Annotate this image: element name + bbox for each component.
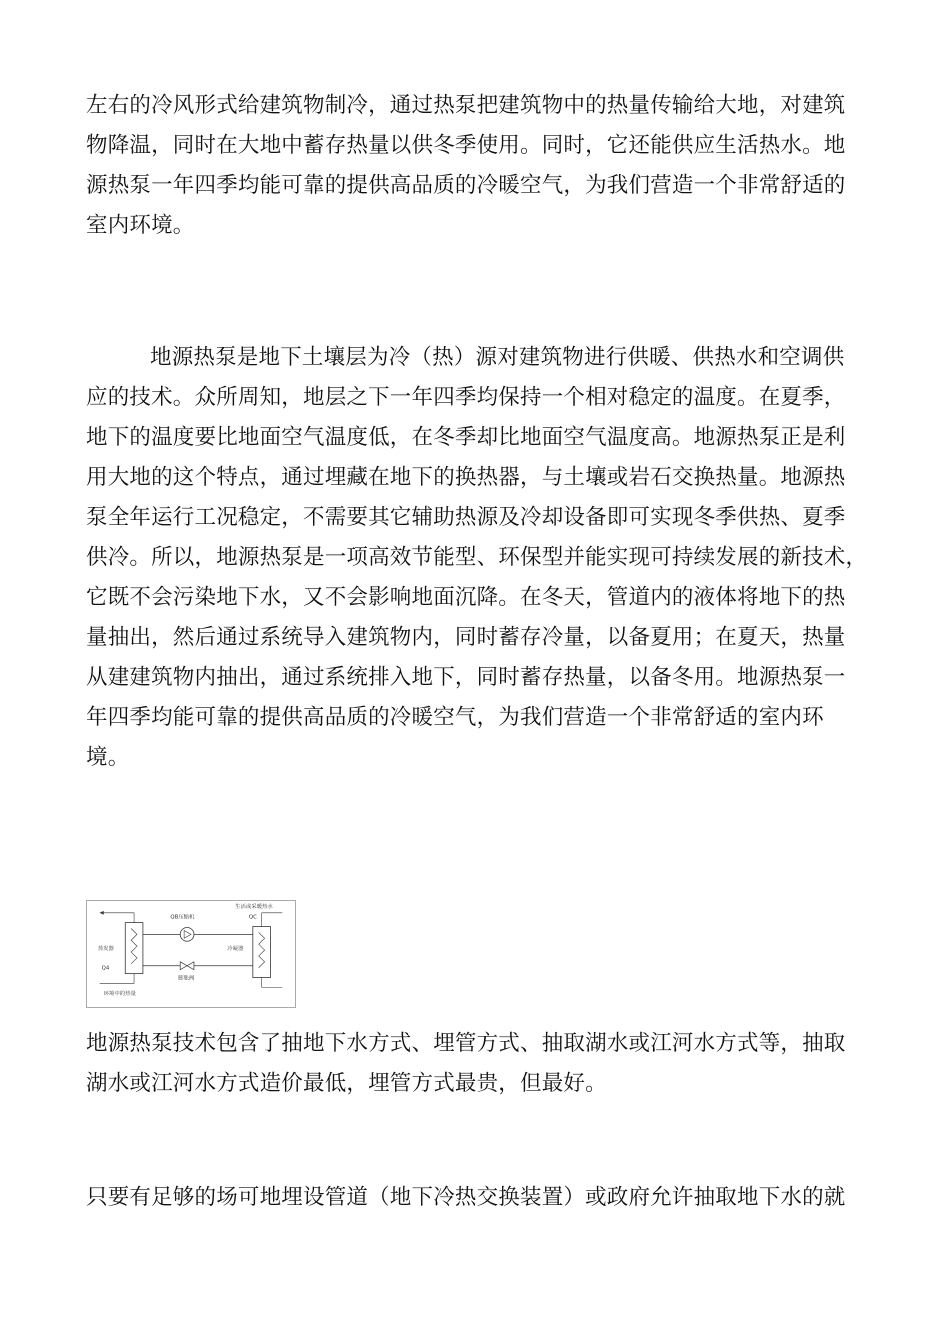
evaporator-q-label: Q4 (101, 965, 110, 972)
compressor-icon (180, 928, 194, 942)
text-line: 它既不会污染地下水，又不会影响地面沉降。在冬天，管道内的液体将地下的热 (86, 585, 846, 610)
expansion-valve-label: 膨胀阀 (178, 975, 195, 982)
evaporator-label: 蒸发器 (97, 946, 114, 953)
text-line: 湖水或江河水方式造价最低，埋管方式最贵，但最好。 (86, 1071, 607, 1096)
text-line: 只要有足够的场可地埋设管道（地下冷热交换装置）或政府允许抽取地下水的就 (86, 1185, 846, 1210)
text-line: 泵全年运行工况稳定，不需要其它辅助热源及冷却设备即可实现冬季供热、夏季 (86, 505, 846, 530)
text-line: 源热泵一年四季均能可靠的提供高品质的冷暖空气，为我们营造一个非常舒适的 (86, 173, 846, 198)
paragraph-4 (86, 1178, 868, 1218)
text-line: 地源热泵是地下土壤层为冷（热）源对建筑物进行供暖、供热水和空调供 (150, 345, 845, 370)
text-line: 地下的温度要比地面空气温度低，在冬季却比地面空气温度高。地源热泵正是利 (86, 425, 846, 450)
text-line: 应的技术。众所周知，地层之下一年四季均保持一个相对稳定的温度。在夏季， (86, 385, 846, 410)
text-line: 物降温，同时在大地中蓄存热量以供冬季使用。同时，它还能供应生活热水。地 (86, 133, 846, 158)
evaporator-box (125, 923, 143, 974)
text-line: 左右的冷风形式给建筑物制冷，通过热泵把建筑物中的热量传输给大地，对建筑 (86, 93, 846, 118)
text-line: 境。 (86, 745, 130, 770)
paragraph-2 (86, 338, 868, 778)
text-line: 年四季均能可靠的提供高品质的冷暖空气，为我们营造一个非常舒适的室内环 (86, 705, 824, 730)
condenser-label: 冷凝器 (227, 946, 244, 953)
output-label: 生活或采暖热水 (235, 903, 273, 910)
condenser-box (253, 927, 271, 978)
heat-pump-diagram (86, 900, 296, 1008)
expansion-valve-icon (180, 962, 194, 970)
text-line: 地源热泵技术包含了抽地下水方式、埋管方式、抽取湖水或江河水方式等，抽取 (86, 1031, 846, 1056)
text-line: 用大地的这个特点，通过埋藏在地下的换热器，与土壤或岩石交换热量。地源热 (86, 465, 846, 490)
paragraph-1 (86, 86, 868, 246)
text-line: 供冷。所以，地源热泵是一项高效节能型、环保型并能实现可持续发展的新技术， (86, 545, 868, 570)
text-line: 室内环境。 (86, 213, 195, 238)
output-q-label: QC (248, 914, 257, 921)
paragraph-3 (86, 1024, 868, 1104)
environment-heat-label: 环境中的热量 (103, 991, 136, 998)
text-line: 量抽出，然后通过系统导入建筑物内，同时蓄存冷量，以备夏用；在夏天，热量 (86, 625, 846, 650)
text-line: 从建建筑物内抽出，通过系统排入地下，同时蓄存热量，以备冬用。地源热泵一 (86, 665, 846, 690)
compressor-label: QB压缩机 (170, 914, 195, 921)
